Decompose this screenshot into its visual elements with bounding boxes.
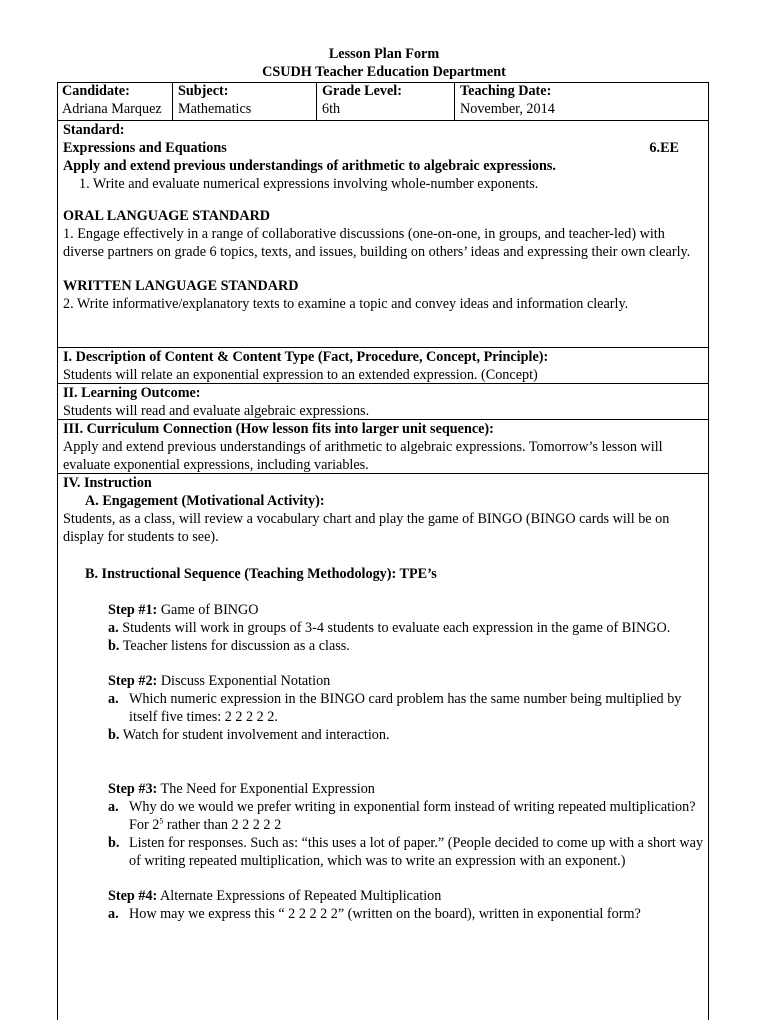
section-learning-outcome bbox=[63, 384, 705, 420]
date-cell bbox=[455, 82, 709, 120]
step1-b-label: b. bbox=[108, 638, 120, 654]
section2-heading: II. Learning Outcome: bbox=[63, 385, 201, 401]
exponent-5: 5 bbox=[159, 816, 164, 826]
standard-apply: Apply and extend previous understandings of arithmetic to algebraic expressions. bbox=[63, 158, 556, 174]
step1-a-text: Students will work in groups of 3-4 students to evaluate each expression in the game of BINGO. bbox=[118, 620, 671, 636]
step2-label: Step #2: bbox=[108, 673, 158, 689]
engagement-text: Students, as a class, will review a vocabulary chart and play the game of BINGO (BINGO cards will be on display for students to see). bbox=[63, 511, 670, 545]
step3-a-text-1: Why do we would we prefer writing in exponential form instead of writing repeated multiplication? For 2 bbox=[129, 799, 696, 833]
date-label: Teaching Date: bbox=[460, 83, 552, 99]
grade-cell bbox=[317, 82, 455, 120]
step3-b-text: Listen for responses. Such as: “this uses a lot of paper.” (People decided to come up with a short way of writing repeated multiplication, which was to write an expression with an exponent.) bbox=[129, 835, 704, 869]
section2-text: Students will read and evaluate algebraic expressions. bbox=[63, 403, 370, 419]
step1-a bbox=[63, 619, 705, 637]
step2-b bbox=[63, 726, 705, 744]
form-title: Lesson Plan Form bbox=[328, 46, 440, 62]
written-standard-text: 2. Write informative/explanatory texts to examine a topic and convey ideas and information clearly. bbox=[63, 296, 629, 312]
standard-item-1: 1. Write and evaluate numerical expressions involving whole-number exponents. bbox=[79, 176, 539, 192]
step3-a-text-2: rather than 2 2 2 2 2 bbox=[163, 817, 282, 833]
step1-a-label: a. bbox=[108, 620, 119, 636]
step1-b bbox=[63, 637, 705, 655]
step3-b bbox=[63, 834, 705, 870]
step3-a bbox=[63, 798, 705, 834]
section3-heading: III. Curriculum Connection (How lesson fits into larger unit sequence): bbox=[63, 421, 494, 437]
engagement-heading: A. Engagement (Motivational Activity): bbox=[85, 493, 325, 509]
step1-title-row bbox=[63, 601, 705, 619]
subject-value: Mathematics bbox=[178, 101, 252, 117]
section-instruction bbox=[63, 474, 705, 923]
written-standard-heading: WRITTEN LANGUAGE STANDARD bbox=[63, 278, 299, 294]
instructional-sequence-heading: B. Instructional Sequence (Teaching Methodology): TPE’s bbox=[85, 566, 437, 582]
oral-standard-heading: ORAL LANGUAGE STANDARD bbox=[63, 208, 271, 224]
standard-label: Standard: bbox=[63, 122, 125, 138]
date-value: November, 2014 bbox=[460, 101, 555, 117]
step2-title-row bbox=[63, 672, 705, 690]
step3-title: The Need for Exponential Expression bbox=[157, 781, 375, 797]
standard-code: 6.EE bbox=[649, 140, 679, 156]
step2-title: Discuss Exponential Notation bbox=[157, 673, 331, 689]
step4-title: Alternate Expressions of Repeated Multiplication bbox=[157, 888, 442, 904]
step3-title-row bbox=[63, 780, 705, 798]
step3-a-label: a. bbox=[108, 799, 119, 815]
step1-label: Step #1: bbox=[108, 602, 158, 618]
step4-title-row bbox=[63, 887, 705, 905]
section3-text: Apply and extend previous understandings of arithmetic to algebraic expressions. Tomorrow’s lesson will evaluate exponential expressions, including variables. bbox=[63, 439, 663, 473]
step2-a-text: Which numeric expression in the BINGO card problem has the same number being multiplied by itself five times: 2 2 2 2 2. bbox=[129, 691, 682, 725]
candidate-value: Adriana Marquez bbox=[62, 101, 162, 117]
step1-title: Game of BINGO bbox=[157, 602, 259, 618]
grade-value: 6th bbox=[322, 101, 341, 117]
step3-b-label: b. bbox=[108, 835, 120, 851]
step3-label: Step #3: bbox=[108, 781, 158, 797]
step4-label: Step #4: bbox=[108, 888, 158, 904]
section-curriculum-connection bbox=[63, 420, 705, 474]
section4-heading: IV. Instruction bbox=[63, 475, 152, 491]
step4-a bbox=[63, 905, 705, 923]
step2-a bbox=[63, 690, 705, 726]
step2-b-label: b. bbox=[108, 727, 120, 743]
candidate-cell bbox=[57, 82, 173, 120]
standard-section bbox=[63, 121, 705, 313]
candidate-label: Candidate: bbox=[62, 83, 130, 99]
standard-topic-row bbox=[63, 139, 705, 157]
section1-heading: I. Description of Content & Content Type (Fact, Procedure, Concept, Principle): bbox=[63, 349, 549, 365]
subject-cell bbox=[173, 82, 317, 120]
step2-b-text: Watch for student involvement and interaction. bbox=[119, 727, 390, 743]
step2-a-label: a. bbox=[108, 691, 119, 707]
step1-b-text: Teacher listens for discussion as a class. bbox=[119, 638, 350, 654]
department-title: CSUDH Teacher Education Department bbox=[262, 64, 506, 80]
step4-a-label: a. bbox=[108, 906, 119, 922]
subject-label: Subject: bbox=[178, 83, 229, 99]
section-content-description bbox=[63, 348, 705, 384]
standard-topic: Expressions and Equations bbox=[63, 140, 227, 156]
grade-label: Grade Level: bbox=[322, 83, 402, 99]
oral-standard-text: 1. Engage effectively in a range of collaborative discussions (one-on-one, in groups, and teacher-led) with diverse partners on grade 6 topics, texts, and issues, building on others’ ideas and expressing their own clearly. bbox=[63, 226, 691, 260]
section1-text: Students will relate an exponential expression to an extended expression. (Concept) bbox=[63, 367, 538, 383]
step4-a-text: How may we express this “ 2 2 2 2 2” (written on the board), written in exponential form? bbox=[129, 906, 641, 922]
header-row bbox=[57, 82, 709, 120]
